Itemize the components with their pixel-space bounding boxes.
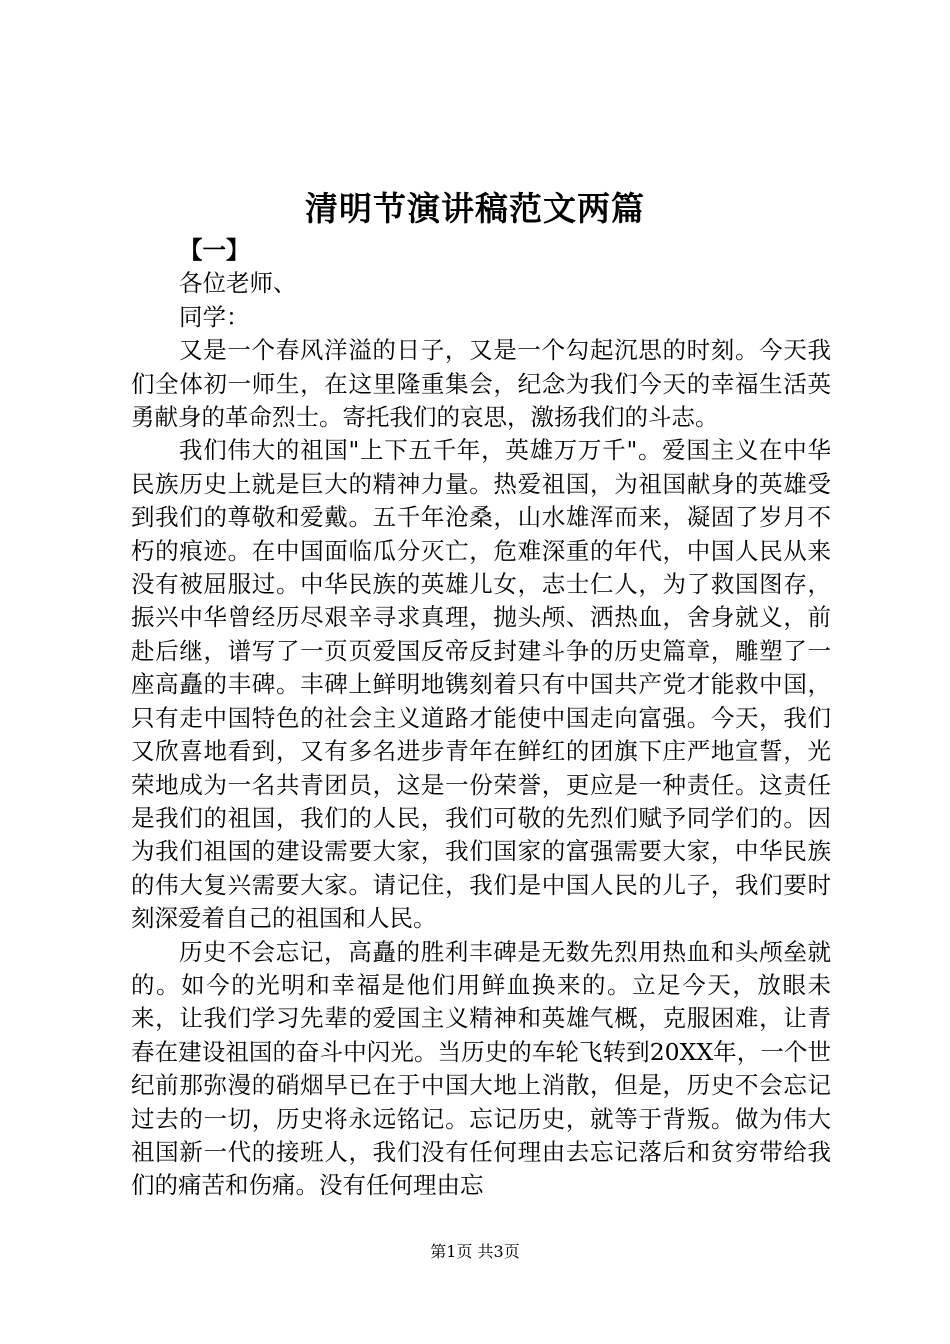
section-label: 【一】	[179, 236, 250, 264]
paragraph: 历史不会忘记，高矗的胜利丰碑是无数先烈用热血和头颅垒就的。如今的光明和幸福是他们用鲜血换来的。立足今天，放眼未来，让我们学习先辈的爱国主义精神和英雄气概，克服困难，让青春在建设祖国的奋斗中闪光。当历史的车轮飞转到20XX年，一个世纪前那弥漫的硝烟早已在于中国大地上消散，但是，历史不会忘记过去的一切，历史将永远铭记。忘记历史，就等于背叛。做为伟大祖国新一代的接班人，我们没有任何理由去忘记落后和贫穷带给我们的痛苦和伤痛。没有任何理由忘	[131, 937, 831, 1200]
paragraph: 我们伟大的祖国"上下五千年，英雄万万千"。爱国主义在中华民族历史上就是巨大的精神力量。热爱祖国，为祖国献身的英雄受到我们的尊敬和爱戴。五千年沧桑，山水雄浑而来，凝固了岁月不朽的痕迹。在中国面临瓜分灭亡，危难深重的年代，中国人民从来没有被屈服过。中华民族的英雄儿女，志士仁人，为了救国图存，振兴中华曾经历尽艰辛寻求真理，抛头颅、洒热血，舍身就义，前赴后继，谱写了一页页爱国反帝反封建斗争的历史篇章，雕塑了一座高矗的丰碑。丰碑上鲜明地镌刻着只有中国共产党才能救中国，只有走中国特色的社会主义道路才能使中国走向富强。今天，我们又欣喜地看到，又有多名进步青年在鲜红的团旗下庄严地宣誓，光荣地成为一名共青团员，这是一份荣誉，更应是一种责任。这责任是我们的祖国，我们的人民，我们可敬的先烈们赋予同学们的。因为我们祖国的建设需要大家，我们国家的富强需要大家，中华民族的伟大复兴需要大家。请记住，我们是中国人民的儿子，我们要时刻深爱着自己的祖国和人民。	[131, 436, 831, 933]
document-title: 清明节演讲稿范文两篇	[305, 189, 645, 228]
page-footer: 第1页 共3页	[430, 1242, 520, 1261]
salutation-teachers: 各位老师、	[179, 269, 297, 298]
salutation-students: 同学：	[179, 302, 250, 331]
document-body	[131, 234, 831, 1203]
paragraph: 又是一个春风洋溢的日子，又是一个勾起沉思的时刻。今天我们全体初一师生，在这里隆重集会，纪念为我们今天的幸福生活英勇献身的革命烈士。寄托我们的哀思，激扬我们的斗志。	[131, 336, 831, 432]
